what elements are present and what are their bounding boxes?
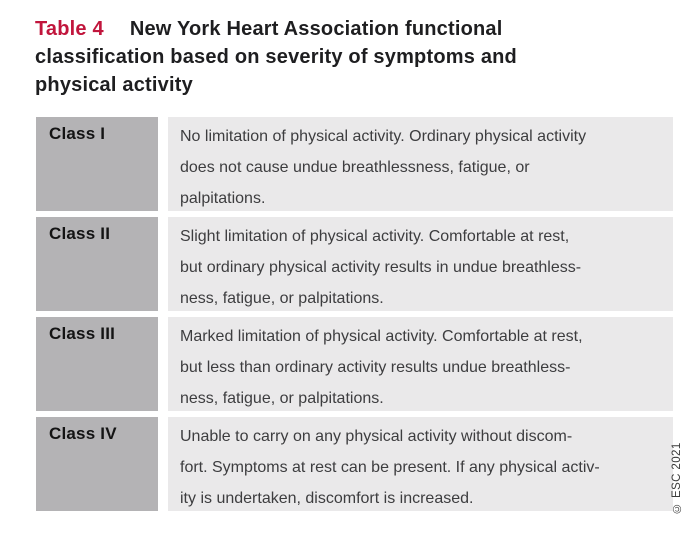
caption-text-line-3: physical activity [35, 74, 193, 96]
description-line: No limitation of physical activity. Ordinary physical activity [180, 128, 587, 145]
class-header-cell: Class I [36, 117, 158, 211]
description-line: fort. Symptoms at rest can be present. If any physical activ- [180, 459, 600, 476]
description-line: ness, fatigue, or palpitations. [180, 390, 384, 407]
table-caption [35, 15, 517, 99]
description-line: Unable to carry on any physical activity without discom- [180, 428, 573, 445]
class-header-cell: Class II [36, 217, 158, 311]
class-header-cell: Class IV [36, 417, 158, 511]
table-row-class-3 [36, 317, 673, 411]
class-header-cell: Class III [36, 317, 158, 411]
description-line: but less than ordinary activity results undue breathless- [180, 359, 571, 376]
copyright-vertical-text: © ESC 2021 [671, 442, 683, 514]
description-line: Marked limitation of physical activity. Comfortable at rest, [180, 328, 583, 345]
caption-text-line-1: New York Heart Association functional [129, 18, 503, 40]
table-number-label: Table 4 [35, 18, 104, 40]
description-line: ness, fatigue, or palpitations. [180, 290, 384, 307]
table-row-class-4 [36, 417, 673, 511]
class-description-cell [168, 417, 673, 511]
caption-line [35, 15, 517, 43]
description-line: ity is undertaken, discomfort is increased. [180, 490, 474, 507]
table-row-class-2 [36, 217, 673, 311]
nyha-classification-table [36, 117, 673, 517]
description-line: does not cause undue breathlessness, fatigue, or [180, 159, 530, 176]
class-description-cell [168, 117, 673, 211]
description-line: Slight limitation of physical activity. Comfortable at rest, [180, 228, 570, 245]
caption-text-line-2: classification based on severity of symptoms and [35, 46, 517, 68]
description-line: palpitations. [180, 190, 266, 207]
description-line: but ordinary physical activity results in undue breathless- [180, 259, 582, 276]
table-row-class-1 [36, 117, 673, 211]
class-description-cell [168, 317, 673, 411]
class-description-cell [168, 217, 673, 311]
